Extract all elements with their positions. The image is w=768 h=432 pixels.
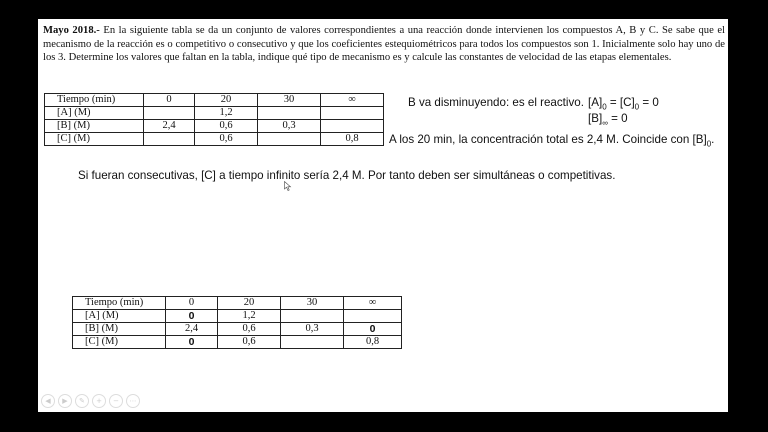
table-row bbox=[45, 120, 384, 133]
table-row bbox=[45, 133, 384, 146]
slide bbox=[38, 19, 728, 412]
table-header-row bbox=[73, 297, 402, 310]
table-cell: 1,2 bbox=[218, 310, 281, 323]
problem-statement bbox=[43, 24, 725, 65]
table-cell bbox=[258, 107, 321, 120]
table-row bbox=[73, 323, 402, 336]
table-cell: 2,4 bbox=[166, 323, 218, 336]
note-part: = 0 bbox=[607, 112, 628, 125]
table-cell: 0,8 bbox=[344, 336, 402, 349]
header-cell: 20 bbox=[218, 297, 281, 310]
row-label: [B] (M) bbox=[73, 323, 166, 336]
header-cell: 30 bbox=[281, 297, 344, 310]
row-label: [A] (M) bbox=[73, 310, 166, 323]
mouse-cursor-icon bbox=[284, 181, 292, 191]
table-header-row bbox=[45, 94, 384, 107]
filled-cell: 0 bbox=[166, 336, 218, 349]
note-part: . bbox=[711, 133, 715, 146]
problem-text: En la siguiente tabla se da un conjunto de valores correspondientes a una reacción donde intervienen los compuestos A, B y C. Se sabe que el mecanismo de la reacción es o competitivo o consecutivo y que los coeficientes estequiométricos para todos los compuestos son 1. Inicialmente solo hay uno de los 3. Determine los valores que faltan en la tabla, indique qué tipo de mecanismo es y calcule las constantes de velocidad de las etapas elementales. bbox=[43, 25, 725, 64]
filled-cell: 0 bbox=[344, 323, 402, 336]
note-sub: 0 bbox=[602, 102, 607, 112]
data-table-completed bbox=[72, 296, 402, 349]
header-cell: 20 bbox=[195, 94, 258, 107]
zoom-out-icon[interactable]: − bbox=[109, 394, 123, 408]
table-cell: 0,6 bbox=[195, 120, 258, 133]
table-cell bbox=[281, 336, 344, 349]
header-cell: ∞ bbox=[344, 297, 402, 310]
note-b-reactant: B va disminuyendo: es el reactivo. bbox=[408, 96, 584, 109]
table-cell: 0,6 bbox=[195, 133, 258, 146]
header-cell: 30 bbox=[258, 94, 321, 107]
table-cell bbox=[321, 120, 384, 133]
note-sub: 0 bbox=[706, 139, 712, 149]
row-label: [C] (M) bbox=[45, 133, 144, 146]
note-initial-conc bbox=[588, 96, 659, 111]
row-label: [A] (M) bbox=[45, 107, 144, 120]
note-part: [A] bbox=[588, 96, 603, 109]
row-label: [C] (M) bbox=[73, 336, 166, 349]
pen-icon[interactable]: ✎ bbox=[75, 394, 89, 408]
table-row bbox=[73, 310, 402, 323]
note-part: A los 20 min, la concentración total es 2,4 M. Coincide con [B] bbox=[389, 133, 707, 146]
zoom-in-icon[interactable]: + bbox=[92, 394, 106, 408]
table-cell: 0,6 bbox=[218, 323, 281, 336]
problem-label: Mayo 2018.- bbox=[43, 25, 100, 36]
note-b-infinite bbox=[588, 112, 628, 127]
table-cell: 1,2 bbox=[195, 107, 258, 120]
menu-icon[interactable]: ⋯ bbox=[126, 394, 140, 408]
table-cell bbox=[258, 133, 321, 146]
note-consecutive: Si fueran consecutivas, [C] a tiempo infinito sería 2,4 M. Por tanto deben ser simultáneas o competitivas. bbox=[78, 169, 616, 182]
note-sub: 0 bbox=[634, 102, 640, 112]
table-cell bbox=[344, 310, 402, 323]
header-cell: Tiempo (min) bbox=[45, 94, 144, 107]
presentation-toolbar bbox=[41, 394, 140, 408]
filled-cell: 0 bbox=[166, 310, 218, 323]
header-cell: ∞ bbox=[321, 94, 384, 107]
note-part: = 0 bbox=[639, 96, 659, 109]
row-label: [B] (M) bbox=[45, 120, 144, 133]
note-total-conc bbox=[389, 133, 714, 148]
table-cell bbox=[144, 107, 195, 120]
note-part: = [C] bbox=[606, 96, 635, 109]
note-part: [B] bbox=[588, 112, 603, 125]
table-cell: 0,6 bbox=[218, 336, 281, 349]
table-row bbox=[45, 107, 384, 120]
table-row bbox=[73, 336, 402, 349]
table-cell bbox=[144, 133, 195, 146]
table-cell bbox=[321, 107, 384, 120]
table-cell: 0,8 bbox=[321, 133, 384, 146]
table-cell: 0,3 bbox=[281, 323, 344, 336]
table-cell bbox=[281, 310, 344, 323]
note-sub: ∞ bbox=[602, 118, 608, 128]
back-icon[interactable]: ◀ bbox=[41, 394, 55, 408]
header-cell: 0 bbox=[166, 297, 218, 310]
header-cell: Tiempo (min) bbox=[73, 297, 166, 310]
table-cell: 0,3 bbox=[258, 120, 321, 133]
data-table-given bbox=[44, 93, 384, 146]
table-cell: 2,4 bbox=[144, 120, 195, 133]
header-cell: 0 bbox=[144, 94, 195, 107]
forward-icon[interactable]: ▶ bbox=[58, 394, 72, 408]
